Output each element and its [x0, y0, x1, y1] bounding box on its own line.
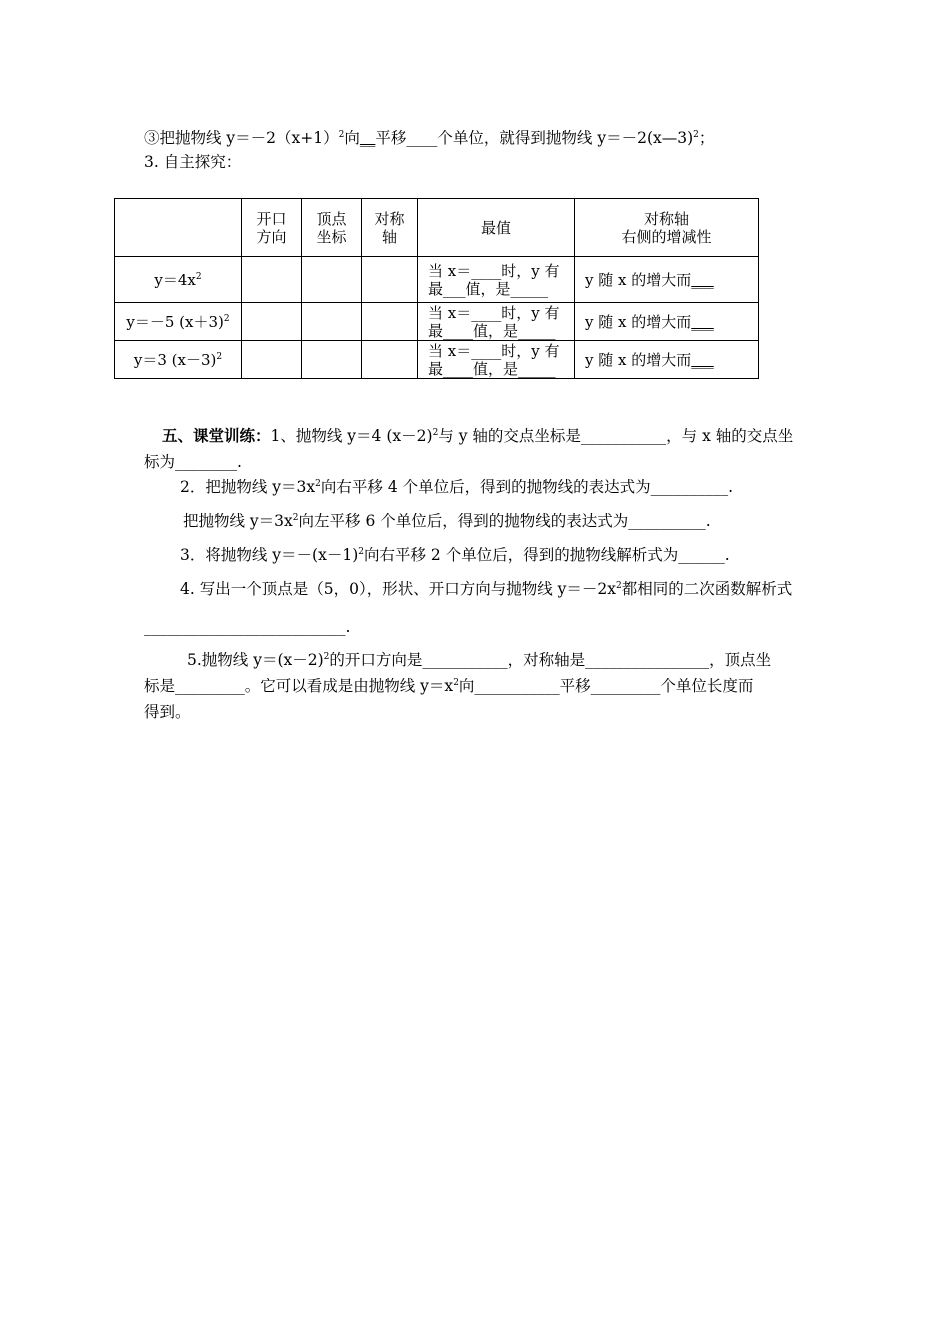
- q5-text-b: 的开口方向是___________，对称轴是________________，顶点坐: [329, 651, 772, 669]
- intro-text-prefix: ③把抛物线 y＝－2（x+1）: [144, 129, 339, 147]
- row3-extreme-line1: 当 x＝____时，y 有: [428, 341, 560, 360]
- q3-sup: 2: [358, 547, 364, 557]
- table-header-row: [115, 199, 759, 257]
- intro-blank-units: ____: [406, 129, 438, 147]
- row1-function-text: y＝4x: [154, 270, 196, 289]
- intro-superscript-2: 2: [693, 130, 699, 140]
- header-opening-direction: [242, 199, 302, 257]
- q4-answer-blank: __________________________.: [144, 618, 351, 636]
- table-row: [115, 303, 759, 341]
- q2b-line: [183, 511, 711, 531]
- header-opening-line2: 方向: [256, 227, 287, 246]
- row2-vertex-cell: [302, 303, 362, 341]
- header-mono-line1: 对称轴: [643, 209, 689, 228]
- row2-function: [115, 303, 242, 341]
- q1-continuation: 标为________.: [144, 453, 242, 471]
- row1-extreme-cell: [418, 257, 575, 303]
- row3-extreme-line2: 最____值，是_____: [428, 359, 556, 378]
- intro-superscript: 2: [338, 130, 345, 140]
- q3-text-a: 3．将抛物线 y＝－(x－1): [180, 546, 359, 564]
- row2-extreme-line2: 最____值，是_____: [428, 321, 556, 340]
- q2b-sup: 2: [292, 513, 299, 523]
- row1-opening-cell: [242, 257, 302, 303]
- q5-continuation: [144, 676, 753, 696]
- q1-line: [162, 426, 793, 446]
- q4-text-b: 都相同的二次函数解析式: [621, 580, 793, 598]
- header-opening-line1: 开口: [256, 209, 287, 228]
- header-axis-line2: 轴: [381, 227, 397, 246]
- explore-table: [114, 198, 759, 379]
- header-empty-cell: [115, 199, 242, 257]
- header-mono-line2: 右侧的增减性: [621, 227, 712, 246]
- intro-text-end: ；: [698, 129, 715, 147]
- q2b-text-a: 把抛物线 y＝3x: [183, 512, 293, 530]
- row1-axis-cell: [362, 257, 418, 303]
- q3-line: [180, 545, 730, 565]
- table-row: [115, 341, 759, 379]
- row3-axis-cell: [362, 341, 418, 379]
- q2-text-a: 2．把抛物线 y＝3x: [180, 478, 316, 496]
- q5-sup-2: 2: [453, 678, 459, 688]
- q5-text-c: 标是_________。它可以看成是由抛物线 y＝x: [144, 677, 454, 695]
- q5-text-a: 5.抛物线 y＝(x－2): [187, 651, 324, 669]
- q5-text-d: 向___________平移_________个单位长度而: [458, 677, 754, 695]
- row3-vertex-cell: [302, 341, 362, 379]
- q2-sup: 2: [315, 479, 321, 489]
- row1-trend-text: y 随 x 的增大而: [585, 270, 692, 289]
- header-axis-line1: 对称: [374, 209, 405, 228]
- row1-extreme-line1: 当 x＝____时，y 有: [428, 261, 560, 280]
- row2-axis-cell: [362, 303, 418, 341]
- q1-text-b: 与 y 轴的交点坐标是___________，与 x 轴的交点坐: [438, 427, 794, 445]
- section5-title: 五、课堂训练：: [162, 426, 271, 445]
- row3-trend-cell: [575, 341, 759, 379]
- row3-opening-cell: [242, 341, 302, 379]
- q4-sup: 2: [615, 581, 622, 591]
- row2-trend-blank: ___: [691, 312, 714, 331]
- row2-trend-text: y 随 x 的增大而: [585, 312, 692, 331]
- row1-function: [115, 257, 242, 303]
- intro-text-shift: 平移: [375, 129, 407, 147]
- q5-line: [187, 650, 771, 670]
- row3-extreme-cell: [418, 341, 575, 379]
- table-row: [115, 257, 759, 303]
- intro-text-direction: 向: [344, 129, 360, 147]
- header-extreme-value: 最值: [418, 199, 575, 257]
- row3-function: [115, 341, 242, 379]
- intro-blank-direction: __: [359, 129, 376, 147]
- row1-vertex-cell: [302, 257, 362, 303]
- row2-function-sup: 2: [223, 313, 230, 324]
- row2-opening-cell: [242, 303, 302, 341]
- q1-sup: 2: [432, 428, 439, 438]
- intro-question-line: [144, 128, 714, 148]
- q2-text-b: 向右平移 4 个单位后，得到的抛物线的表达式为__________.: [320, 478, 734, 496]
- row2-function-text: y＝－5 (x＋3): [126, 312, 224, 331]
- row3-trend-text: y 随 x 的增大而: [585, 350, 692, 369]
- row1-function-sup: 2: [195, 271, 202, 282]
- header-vertex-coordinates: [302, 199, 362, 257]
- row1-extreme-line2: 最___值，是_____: [428, 279, 549, 298]
- q3-text-b: 向右平移 2 个单位后，得到的抛物线解析式为______.: [363, 546, 730, 564]
- q2b-text-b: 向左平移 6 个单位后，得到的抛物线的表达式为__________.: [298, 512, 711, 530]
- header-monotonicity: [575, 199, 759, 257]
- row1-trend-blank: ___: [691, 270, 714, 289]
- row2-extreme-line1: 当 x＝____时，y 有: [428, 303, 560, 322]
- q4-line: [180, 579, 792, 599]
- row1-trend-cell: [575, 257, 759, 303]
- row3-trend-blank: ___: [691, 350, 714, 369]
- row3-function-sup: 2: [216, 351, 223, 362]
- header-axis-of-symmetry: [362, 199, 418, 257]
- q2-line: [180, 477, 733, 497]
- q4-text-a: 4. 写出一个顶点是（5，0），形状、开口方向与抛物线 y＝－2x: [180, 580, 616, 598]
- header-vertex-line1: 顶点: [316, 209, 347, 228]
- header-vertex-line2: 坐标: [316, 227, 347, 246]
- q5-sup: 2: [323, 652, 330, 662]
- intro-text-suffix: 个单位，就得到抛物线 y＝－2(x—3): [437, 129, 694, 147]
- q1-text-a: 1、抛物线 y＝4 (x－2): [270, 427, 433, 445]
- row2-trend-cell: [575, 303, 759, 341]
- section3-title: 3. 自主探究：: [144, 153, 242, 171]
- row2-extreme-cell: [418, 303, 575, 341]
- q5-ending: 得到。: [144, 703, 191, 721]
- row3-function-text: y＝3 (x－3): [133, 350, 217, 369]
